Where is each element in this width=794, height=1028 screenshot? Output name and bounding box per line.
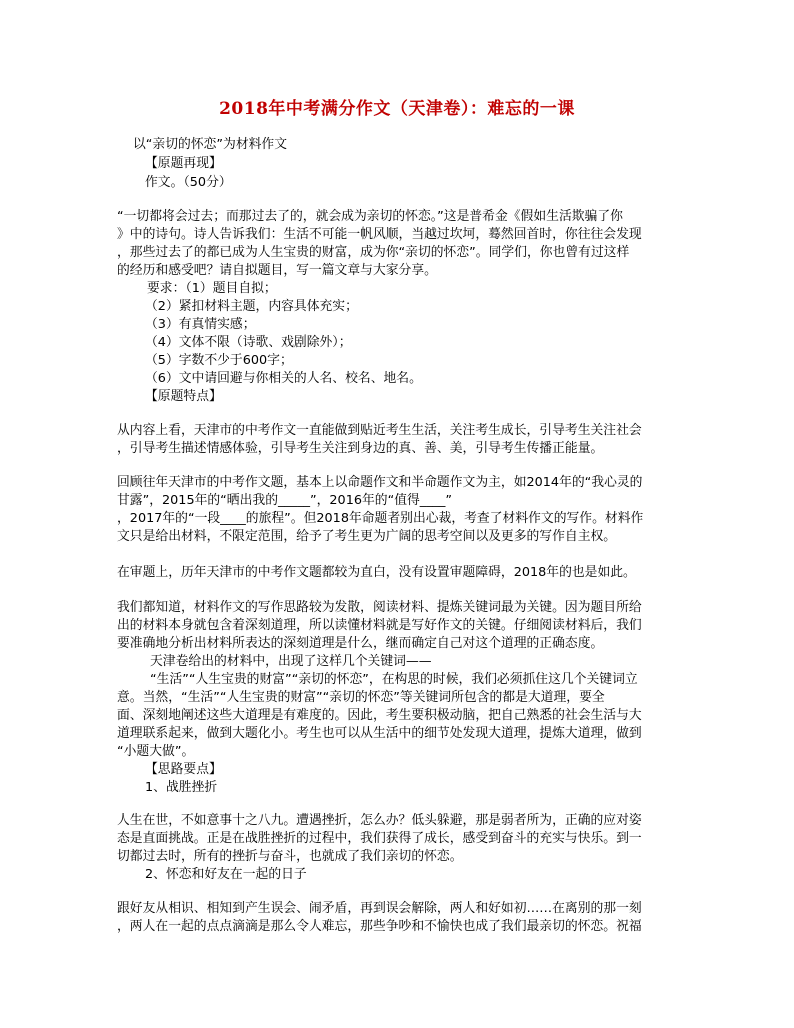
paragraph-line: 的经历和感受吧？请自拟题目，写一篇文章与大家分享。 (117, 263, 437, 278)
paragraph-line: “小题大做”。 (117, 744, 195, 759)
paragraph-line: “生活”“人生宝贵的财富”“亲切的怀恋”，在构思的时候，我们必须抓住这几个关键词立 (150, 672, 638, 687)
paragraph-line: 甘露”，2015年的“晒出我的_____”，2016年的“值得____” (117, 493, 453, 508)
requirement-line: 要求：（1）题目自拟； (147, 281, 277, 296)
paragraph-line: 我们都知道，材料作文的写作思路较为发散，阅读材料、提炼关键词最为关键。因为题目所给 (117, 600, 642, 615)
paragraph-line: 态是直面挑战。正是在战胜挫折的过程中，我们获得了成长，感受到奋斗的充实与快乐。到一 (117, 831, 642, 846)
requirement-line: （6）文中请回避与你相关的人名、校名、地名。 (145, 371, 422, 386)
requirement-line: （2）紧扣材料主题，内容具体充实； (145, 299, 358, 314)
paragraph-line: 面、深刻地阐述这些大道理是有难度的。因此，考生要积极动脑，把自己熟悉的社会生活与大 (117, 708, 642, 723)
paragraph-line: “一切都将会过去；而那过去了的，就会成为亲切的怀恋。”这是普希金《假如生活欺骗了你 (117, 209, 623, 224)
paragraph-line: 道理联系起来，做到大题化小。考生也可以从生活中的细节处发现大道理，提炼大道理，做到 (117, 726, 642, 741)
requirement-line: （5）字数不少于600字； (145, 353, 293, 368)
section-heading: 【思路要点】 (145, 762, 222, 777)
paragraph-line: 天津卷给出的材料中，出现了这样几个关键词—— (150, 654, 432, 669)
paragraph-line: 从内容上看，天津市的中考作文一直能做到贴近考生生活，关注考生成长，引导考生关注社会 (117, 423, 642, 438)
subheading: 2、怀恋和好友在一起的日子 (145, 867, 307, 882)
paragraph-line: 回顾往年天津市的中考作文题，基本上以命题作文和半命题作文为主，如2014年的“我心灵的 (117, 475, 643, 490)
section-heading: 【原题再现】 (145, 156, 222, 171)
paragraph-line: ，引导考生描述情感体验，引导考生关注到身边的真、善、美，引导考生传播正能量。 (117, 441, 604, 456)
paragraph-line: ，2017年的“一段____的旅程”。但2018年命题者别出心裁，考查了材料作文的写作。材料作 (117, 511, 644, 526)
paragraph-line: 文只是给出材料，不限定范围，给予了考生更为广阔的思考空间以及更多的写作自主权。 (117, 529, 617, 544)
prompt-line: 以“亲切的怀恋”为材料作文 (133, 137, 288, 152)
requirement-line: （4）文体不限（诗歌、戏剧除外）； (145, 335, 352, 350)
paragraph-line: 人生在世，不如意事十之八九。遭遇挫折，怎么办？低头躲避，那是弱者所为，正确的应对姿 (117, 813, 642, 828)
paragraph-line: 出的材料本身就包含着深刻道理，所以读懂材料就是写好作文的关键。仔细阅读材料后，我们 (117, 618, 642, 633)
subheading: 1、战胜挫折 (145, 780, 218, 795)
paragraph-line: ，那些过去了的都已成为人生宝贵的财富，成为你“亲切的怀恋”。同学们，你也曾有过这样 (117, 245, 630, 260)
paragraph-line: 在审题上，历年天津市的中考作文题都较为直白，没有设置审题障碍，2018年的也是如此。 (117, 565, 636, 580)
prompt-line: 作文。（50分） (145, 175, 232, 190)
paragraph-line: 跟好友从相识、相知到产生误会、闹矛盾，再到误会解除，两人和好如初……在离别的那一刻 (117, 901, 642, 916)
paragraph-line: ，两人在一起的点点滴滴是那么令人难忘，那些争吵和不愉快也成了我们最亲切的怀恋。祝福 (117, 919, 642, 934)
document-title: 2018年中考满分作文（天津卷）：难忘的一课 (219, 99, 575, 119)
paragraph-line: 切都过去时，所有的挫折与奋斗，也就成了我们亲切的怀恋。 (117, 849, 463, 864)
requirement-line: （3）有真情实感； (145, 317, 256, 332)
section-heading: 【原题特点】 (145, 389, 222, 404)
paragraph-line: 意。当然，“生活”“人生宝贵的财富”“亲切的怀恋”等关键词所包含的都是大道理，要全 (117, 690, 605, 705)
paragraph-line: 要准确地分析出材料所表达的深刻道理是什么，继而确定自己对这个道理的正确态度。 (117, 636, 604, 651)
paragraph-line: 》中的诗句。诗人告诉我们：生活不可能一帆风顺，当越过坎坷，蓦然回首时，你往往会发现 (117, 227, 642, 242)
